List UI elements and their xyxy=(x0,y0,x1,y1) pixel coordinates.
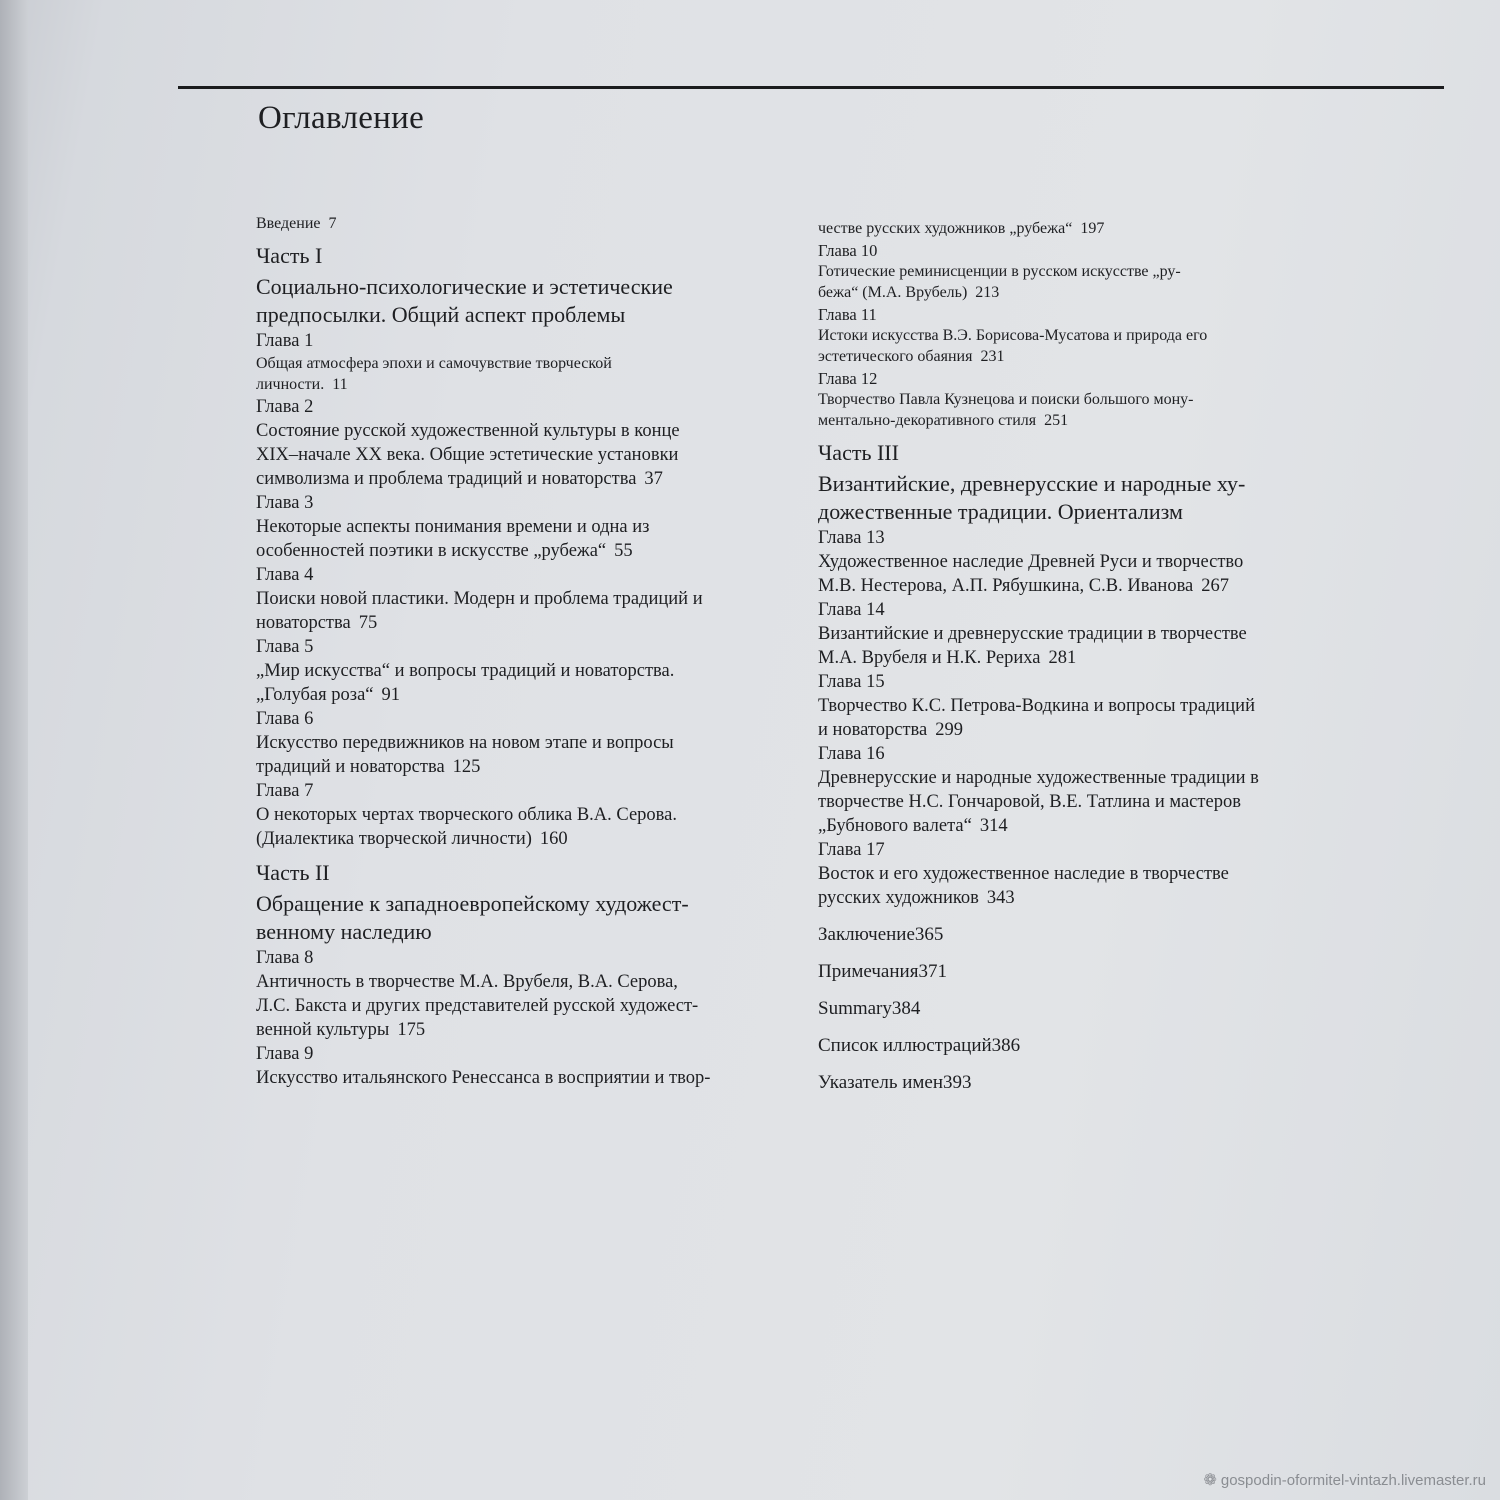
page-number: 91 xyxy=(381,685,401,705)
chapter-label: Глава 10 xyxy=(818,241,878,260)
toc-left-column xyxy=(256,213,816,1090)
chapter-label: Глава 7 xyxy=(256,781,314,801)
page-number: 55 xyxy=(614,541,633,561)
chapter-title: Общая атмосфера эпохи и самочувствие творческой личности. 11 xyxy=(256,355,612,393)
chapter-label: Глава 2 xyxy=(256,397,314,417)
chapter-title: Восток и его художественное наследие в творчестве русских художников 343 xyxy=(818,864,1229,908)
page-number: 343 xyxy=(986,888,1015,908)
chapter-title: Древнерусские и народные художественные традиции в творчестве Н.С. Гончаровой, В.Е. Татлина и мастеров „Бубнового валета“ 314 xyxy=(818,768,1259,836)
chapter-title: Поиски новой пластики. Модерн и проблема традиций и новаторства 75 xyxy=(256,589,703,633)
chapter-label: Глава 3 xyxy=(256,493,314,513)
chapter-title: Художественное наследие Древней Руси и творчество М.В. Нестерова, А.П. Рябушкина, С.В. Иванова 267 xyxy=(818,552,1244,596)
page-title: Оглавление xyxy=(258,100,425,136)
part-label: Часть III xyxy=(818,440,899,465)
toc-notes: Примечания371 xyxy=(818,961,947,982)
chapter-label: Глава 15 xyxy=(818,672,885,692)
chapter-label: Глава 5 xyxy=(256,637,314,657)
chapter-title: Искусство итальянского Ренессанса в восприятии и твор- xyxy=(256,1068,711,1088)
toc-intro: Введение 7 xyxy=(256,215,337,232)
chapter-label: Глава 17 xyxy=(818,840,885,860)
chapter-title: Готические реминисценции в русском искусстве „ру- бежа“ (М.А. Врубель) 213 xyxy=(818,263,1181,301)
chapter-label: Глава 4 xyxy=(256,565,314,585)
toc-illustrations: Список иллюстраций386 xyxy=(818,1035,1021,1056)
chapter-title: О некоторых чертах творческого облика В.А. Серова. (Диалектика творческой личности) 160 xyxy=(256,805,677,849)
chapter-label: Глава 14 xyxy=(818,600,885,620)
watermark-text: gospodin-oformitel-vintazh.livemaster.ru xyxy=(1220,1472,1486,1489)
page-number: 213 xyxy=(975,284,1000,301)
chapter-title: Творчество Павла Кузнецова и поиски большого мону- ментально-декоративного стиля 251 xyxy=(818,391,1194,429)
chapter-title: „Мир искусства“ и вопросы традиций и новаторства. „Голубая роза“ 91 xyxy=(256,661,675,705)
page-number: 175 xyxy=(397,1020,426,1040)
page-number: 281 xyxy=(1048,648,1077,668)
part-label: Часть I xyxy=(256,243,323,268)
page-number: 251 xyxy=(1044,412,1069,429)
chapter-title: Византийские и древнерусские традиции в творчестве М.А. Врубеля и Н.К. Рериха 281 xyxy=(818,624,1247,668)
page-number: 231 xyxy=(980,348,1005,365)
page-number: 365 xyxy=(914,924,944,945)
page-number: 371 xyxy=(918,961,947,982)
toc-summary: Summary384 xyxy=(818,998,921,1019)
page-number: 384 xyxy=(891,998,921,1019)
page-number: 11 xyxy=(332,376,348,393)
page-number: 267 xyxy=(1201,576,1230,596)
chapter-label: Глава 9 xyxy=(256,1044,314,1064)
flower-icon: ❁ xyxy=(1203,1472,1217,1489)
page-number: 75 xyxy=(358,613,378,633)
toc-index: Указатель имен393 xyxy=(818,1072,972,1093)
part-title: Византийские, древнерусские и народные ху- дожественные традиции. Ориентализм xyxy=(818,471,1246,524)
part-title: Обращение к западноевропейскому художест- венному наследию xyxy=(256,891,689,944)
page-number: 386 xyxy=(991,1035,1021,1056)
chapter-title-continued: честве русских художников „рубежа“ 197 xyxy=(818,220,1105,237)
toc-right-column xyxy=(818,218,1398,1095)
chapter-title: Античность в творчестве М.А. Врубеля, В.А. Серова, Л.С. Бакста и других представителей русской художест- венной культуры 175 xyxy=(256,972,699,1040)
page-number: 125 xyxy=(452,757,481,777)
page-number: 37 xyxy=(644,469,663,489)
chapter-label: Глава 8 xyxy=(256,948,314,968)
chapter-label: Глава 12 xyxy=(818,369,878,388)
watermark xyxy=(1203,1470,1486,1490)
part-title: Социально-психологические и эстетические предпосылки. Общий аспект проблемы xyxy=(256,274,673,327)
page-number: 160 xyxy=(539,829,568,849)
page-number: 299 xyxy=(935,720,963,740)
page-number: 393 xyxy=(943,1072,972,1093)
chapter-title: Истоки искусства В.Э. Борисова-Мусатова и природа его эстетического обаяния 231 xyxy=(818,327,1208,365)
part-label: Часть II xyxy=(256,860,330,885)
book-gutter xyxy=(0,0,28,1500)
chapter-label: Глава 16 xyxy=(818,744,885,764)
header-rule xyxy=(178,86,1444,89)
chapter-label: Глава 11 xyxy=(818,305,877,324)
chapter-title: Состояние русской художественной культуры в конце XIX–начале XX века. Общие эстетические установки символизма и проблема традиций и новаторства 37 xyxy=(256,421,680,489)
chapter-label: Глава 1 xyxy=(256,331,314,351)
chapter-label: Глава 6 xyxy=(256,709,314,729)
page-number: 197 xyxy=(1080,220,1105,237)
chapter-title: Некоторые аспекты понимания времени и одна из особенностей поэтики в искусстве „рубежа“ 55 xyxy=(256,517,650,561)
chapter-title: Творчество К.С. Петрова-Водкина и вопросы традиций и новаторства 299 xyxy=(818,696,1255,740)
page-number: 7 xyxy=(328,215,337,232)
chapter-title: Искусство передвижников на новом этапе и вопросы традиций и новаторства 125 xyxy=(256,733,674,777)
page-number: 314 xyxy=(979,816,1008,836)
toc-conclusion: Заключение365 xyxy=(818,924,944,945)
chapter-label: Глава 13 xyxy=(818,528,885,548)
